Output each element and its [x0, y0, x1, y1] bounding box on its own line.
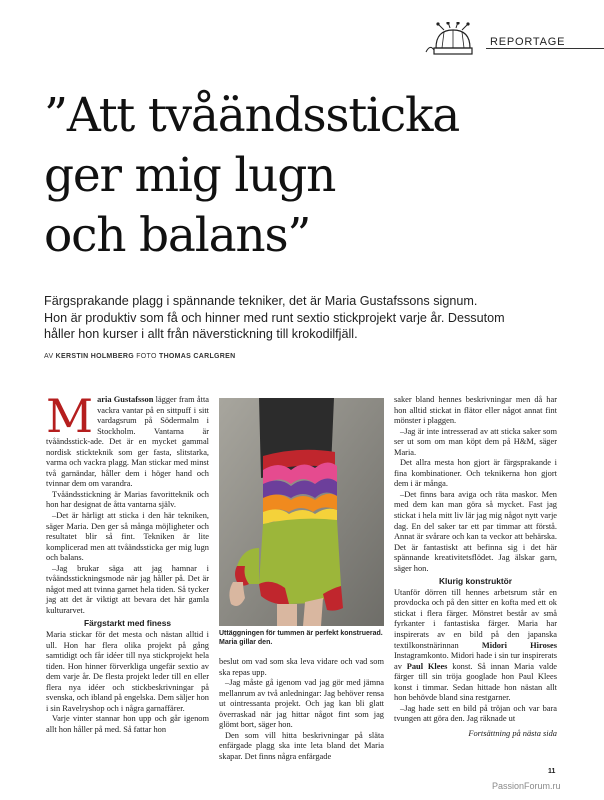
article-column-2 [219, 657, 384, 762]
paragraph-text: konst. Så innan Maria valde färger till sin tröja googlade hon Paul Klees konst i timmar. Sedan hittade hon nästan allt hon behövde bland sina restgarner. [394, 661, 557, 703]
section-label: REPORTAGE [490, 36, 566, 48]
lede-line-3: håller hon kurser i allt från näverstickning till krokodilfjäll. [44, 327, 358, 341]
byline-photo: FOTO [136, 353, 157, 360]
byline-by: AV [44, 353, 54, 360]
drop-cap: M [46, 389, 94, 443]
byline-author: KERSTIN HOLMBERG [55, 353, 134, 360]
lede-line-1: Färgsprakande plagg i spännande tekniker, det är Maria Gustafssons signum. [44, 294, 478, 308]
article-column-1 [46, 389, 209, 736]
paragraph: Varje vinter stannar hon upp och går igenom allt hon håller på med. Så fattar hon [46, 714, 209, 734]
header-rule [486, 48, 604, 49]
paragraph: Tvåändsstickning är Marias favoritteknik och hon har designat de åtta vantarna själv. [46, 489, 209, 510]
paragraph [394, 588, 557, 704]
paragraph: saker bland hennes beskrivningar men då har hon alltid stickat in flätor eller något annat fint mönster i plaggen. [394, 395, 557, 426]
intro-name: aria Gustafsson [97, 395, 154, 404]
glove-illustration [219, 398, 384, 626]
paragraph: –Jag hade sett en bild på tröjan och var bara tvungen att göra den. Jag räknade ut [394, 703, 557, 724]
lede [44, 293, 584, 343]
headline-line-2: ger mig lugn [44, 148, 336, 203]
subheading: Klurig konstruktör [438, 576, 513, 587]
byline [44, 353, 235, 360]
lede-line-2: Hon är produktiv som få och hinner med runt sextio stickprojekt varje år. Dessutom [44, 310, 505, 325]
headline-line-3: och balans” [44, 208, 311, 263]
page-number: 11 [548, 768, 556, 775]
continued-note: Fortsättning på nästa sida [468, 728, 557, 738]
byline-photographer: THOMAS CARLGREN [159, 353, 236, 360]
photo-caption: Uttäggningen för tummen är perfekt konstruerad. Maria gillar den. [219, 630, 383, 646]
paragraph: –Jag måste gå igenom vad jag gör med jämna mellanrum av två anledningar: Jag behöver rensa ut ointressanta projekt. Och jag kan bli glatt överraskad när jag hittar något fint som jag glömt bort, säger hon. [219, 678, 384, 730]
paragraph-text: Instagramkonto. Midori hade i sin tur inspirerats av [394, 651, 557, 671]
paragraph: Den som vill hitta beskrivningar på släta enfärgade plagg ska inte leta bland det Maria skapar. Det finns några enfärgade [219, 730, 384, 761]
headline [44, 86, 584, 266]
paragraph: beslut om vad som ska leva vidare och vad som ska repas upp. [219, 657, 384, 677]
section-header [424, 22, 604, 62]
knitted-glove-photo [219, 398, 384, 626]
paragraph: –Det är härligt att sticka i den här tekniken, säger Maria. Den ger så många möjligheter och resultatet blir så fint. Tekniken är lite komplicerad men att tvåändssticka ger mig lugn och balans. [46, 511, 209, 563]
paragraph: Det allra mesta hon gjort är färgsprakande i fina kombinationer. Och teknikerna hon gjort dem i är många. [394, 458, 557, 489]
paragraph: –Jag är inte intresserad av att sticka saker som ser ut som om man köpt dem på H&M, säger Maria. [394, 426, 557, 457]
pincushion-icon [424, 22, 482, 60]
subheading: Färgstarkt med finess [83, 618, 172, 629]
watermark: PassionForum.ru [492, 781, 561, 791]
headline-line-1: ”Att tvåändssticka [44, 88, 460, 143]
article-column-3 [394, 395, 557, 740]
paragraph: Maria stickar för det mesta och nästan alltid i ull. Hon har flera olika projekt på gång samtidigt och får idéer till nya stickprojekt hela tiden. Hon hinner förverkliga ungefär sextio av dem varje år. De flesta projekt leder till en eller flera nya idéer och stickbeskrivningar på svenska, och ibland på engelska. Dem säljer hon i sin Ravelryshop och i några garnaffärer. [46, 630, 209, 713]
paragraph: –Jag brukar säga att jag hamnar i tvåändsstickningsmode när jag håller på. Det är något med att tvinna garnet hela tiden. Så tycker jag att det är viktigt att bevara det här gamla kulturarvet. [46, 563, 209, 615]
paragraph-text: Utanför dörren till hennes arbetsrum står en provdocka och på den sitter en kofta med ett ok stickat i flera färger. Mönstret består av små fyrkanter i fantastiska färger. Maria har inspirerats av en bild på den japanska textilkonstnärinnan [394, 587, 557, 650]
paragraph-text: lägger fram åtta vackra vantar på en sittpuff i sitt vardagsrum på Södermalm i Stockholm. Vantarna är tvåändsstick-ade. Det är en mycket gammal nordisk stickteknik som ger fasta, slitstarka, varma och vackra plagg. Man stickar med minst två garnändar, håller dem i höger hand och tvinnar dem om varandra. [46, 395, 209, 489]
paragraph [46, 389, 209, 490]
artist-name: Paul Klees [406, 661, 448, 671]
artist-name: Midori Hiroses [481, 640, 557, 650]
paragraph: –Det finns bara aviga och räta maskor. Men med dem kan man göra så mycket. Fast jag stickat i hela mitt liv lär jag mig något nytt varje dag. En del saker tar ett par timmar att förstå. Annat är svårare och kan ta veckor att behärska. Det är fantastiskt att befinna sig i det här spännande kreativitetsflödet. Jag älskar garn, säger hon. [394, 489, 557, 573]
